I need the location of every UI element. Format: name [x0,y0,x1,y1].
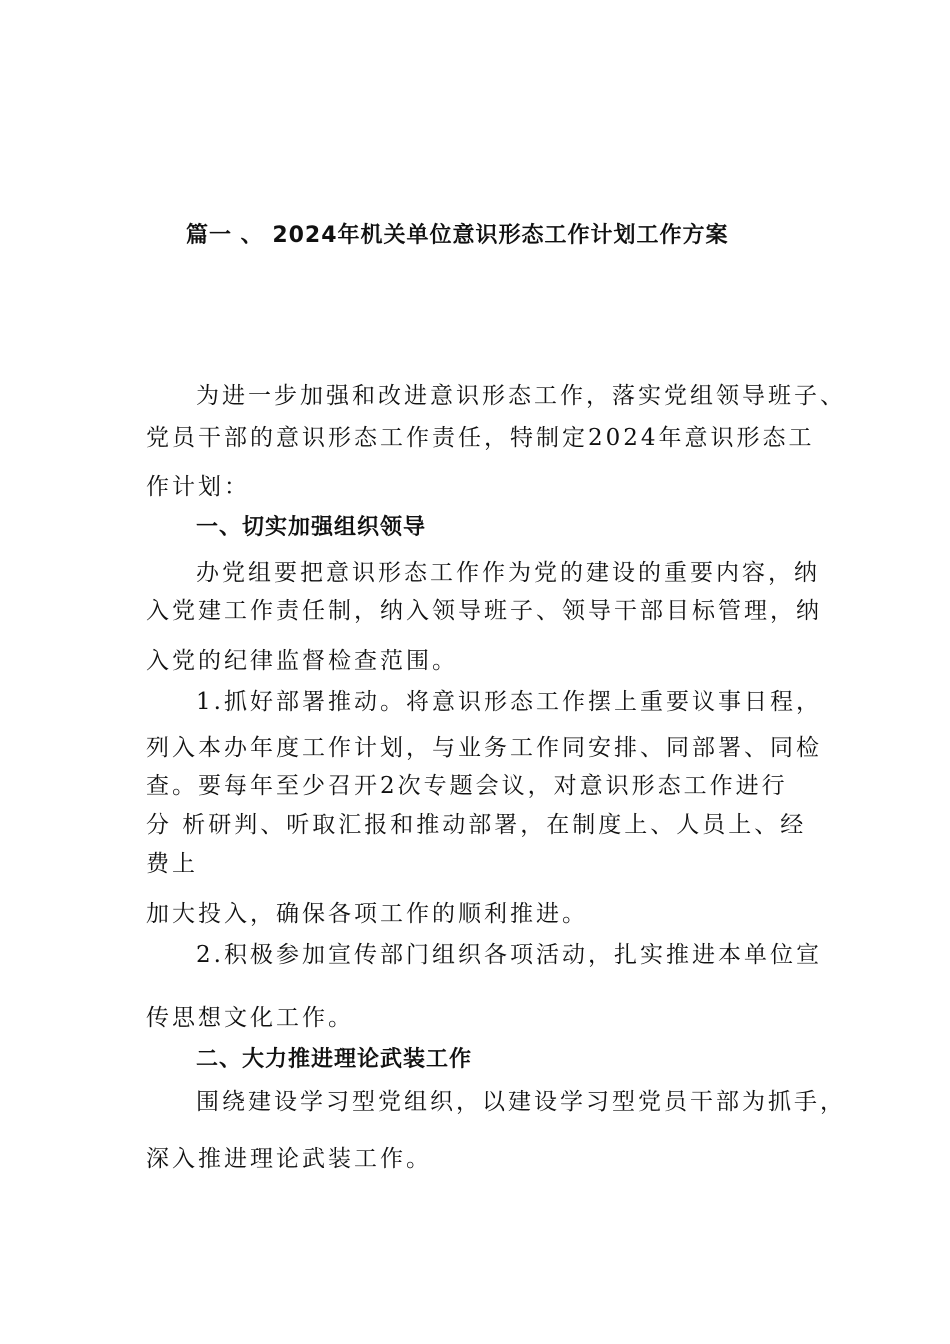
item-1-line-1: 1.抓好部署推动。将意识形态工作摆上重要议事日程， [196,689,822,715]
item-2-line-2: 传思想文化工作。 [146,1005,354,1031]
item-2-line-1: 2.积极参加宣传部门组织各项活动，扎实推进本单位宣 [196,942,822,968]
item-1-line-5: 费上 [146,851,198,877]
section-1-heading: 一、切实加强组织领导 [196,515,427,540]
intro-line-3: 作计划： [146,474,250,500]
intro-line-1: 为进一步加强和改进意识形态工作，落实党组领导班子、 [196,383,846,409]
section-2-para-line-2: 深入推进理论武装工作。 [146,1146,432,1172]
intro-line-2: 党员干部的意识形态工作责任，特制定2024年意识形态工 [146,425,815,451]
item-1-line-3: 查。要每年至少召开2次专题会议，对意识形态工作进行 [146,773,788,799]
document-title: 篇一 、 2024年机关单位意识形态工作计划工作方案 [186,223,729,248]
section-1-para-line-3: 入党的纪律监督检查范围。 [146,648,458,674]
item-1-line-6: 加大投入，确保各项工作的顺利推进。 [146,901,588,927]
item-1-line-2: 列入本办年度工作计划，与业务工作同安排、同部署、同检 [146,735,822,761]
section-2-para-line-1: 围绕建设学习型党组织，以建设学习型党员干部为抓手， [196,1089,846,1115]
section-1-para-line-2: 入党建工作责任制，纳入领导班子、领导干部目标管理，纳 [146,598,822,624]
section-2-heading: 二、大力推进理论武装工作 [196,1047,473,1072]
section-1-para-line-1: 办党组要把意识形态工作作为党的建设的重要内容，纳 [196,560,820,586]
item-1-line-4: 分 析研判、听取汇报和推动部署，在制度上、人员上、经 [146,812,807,838]
